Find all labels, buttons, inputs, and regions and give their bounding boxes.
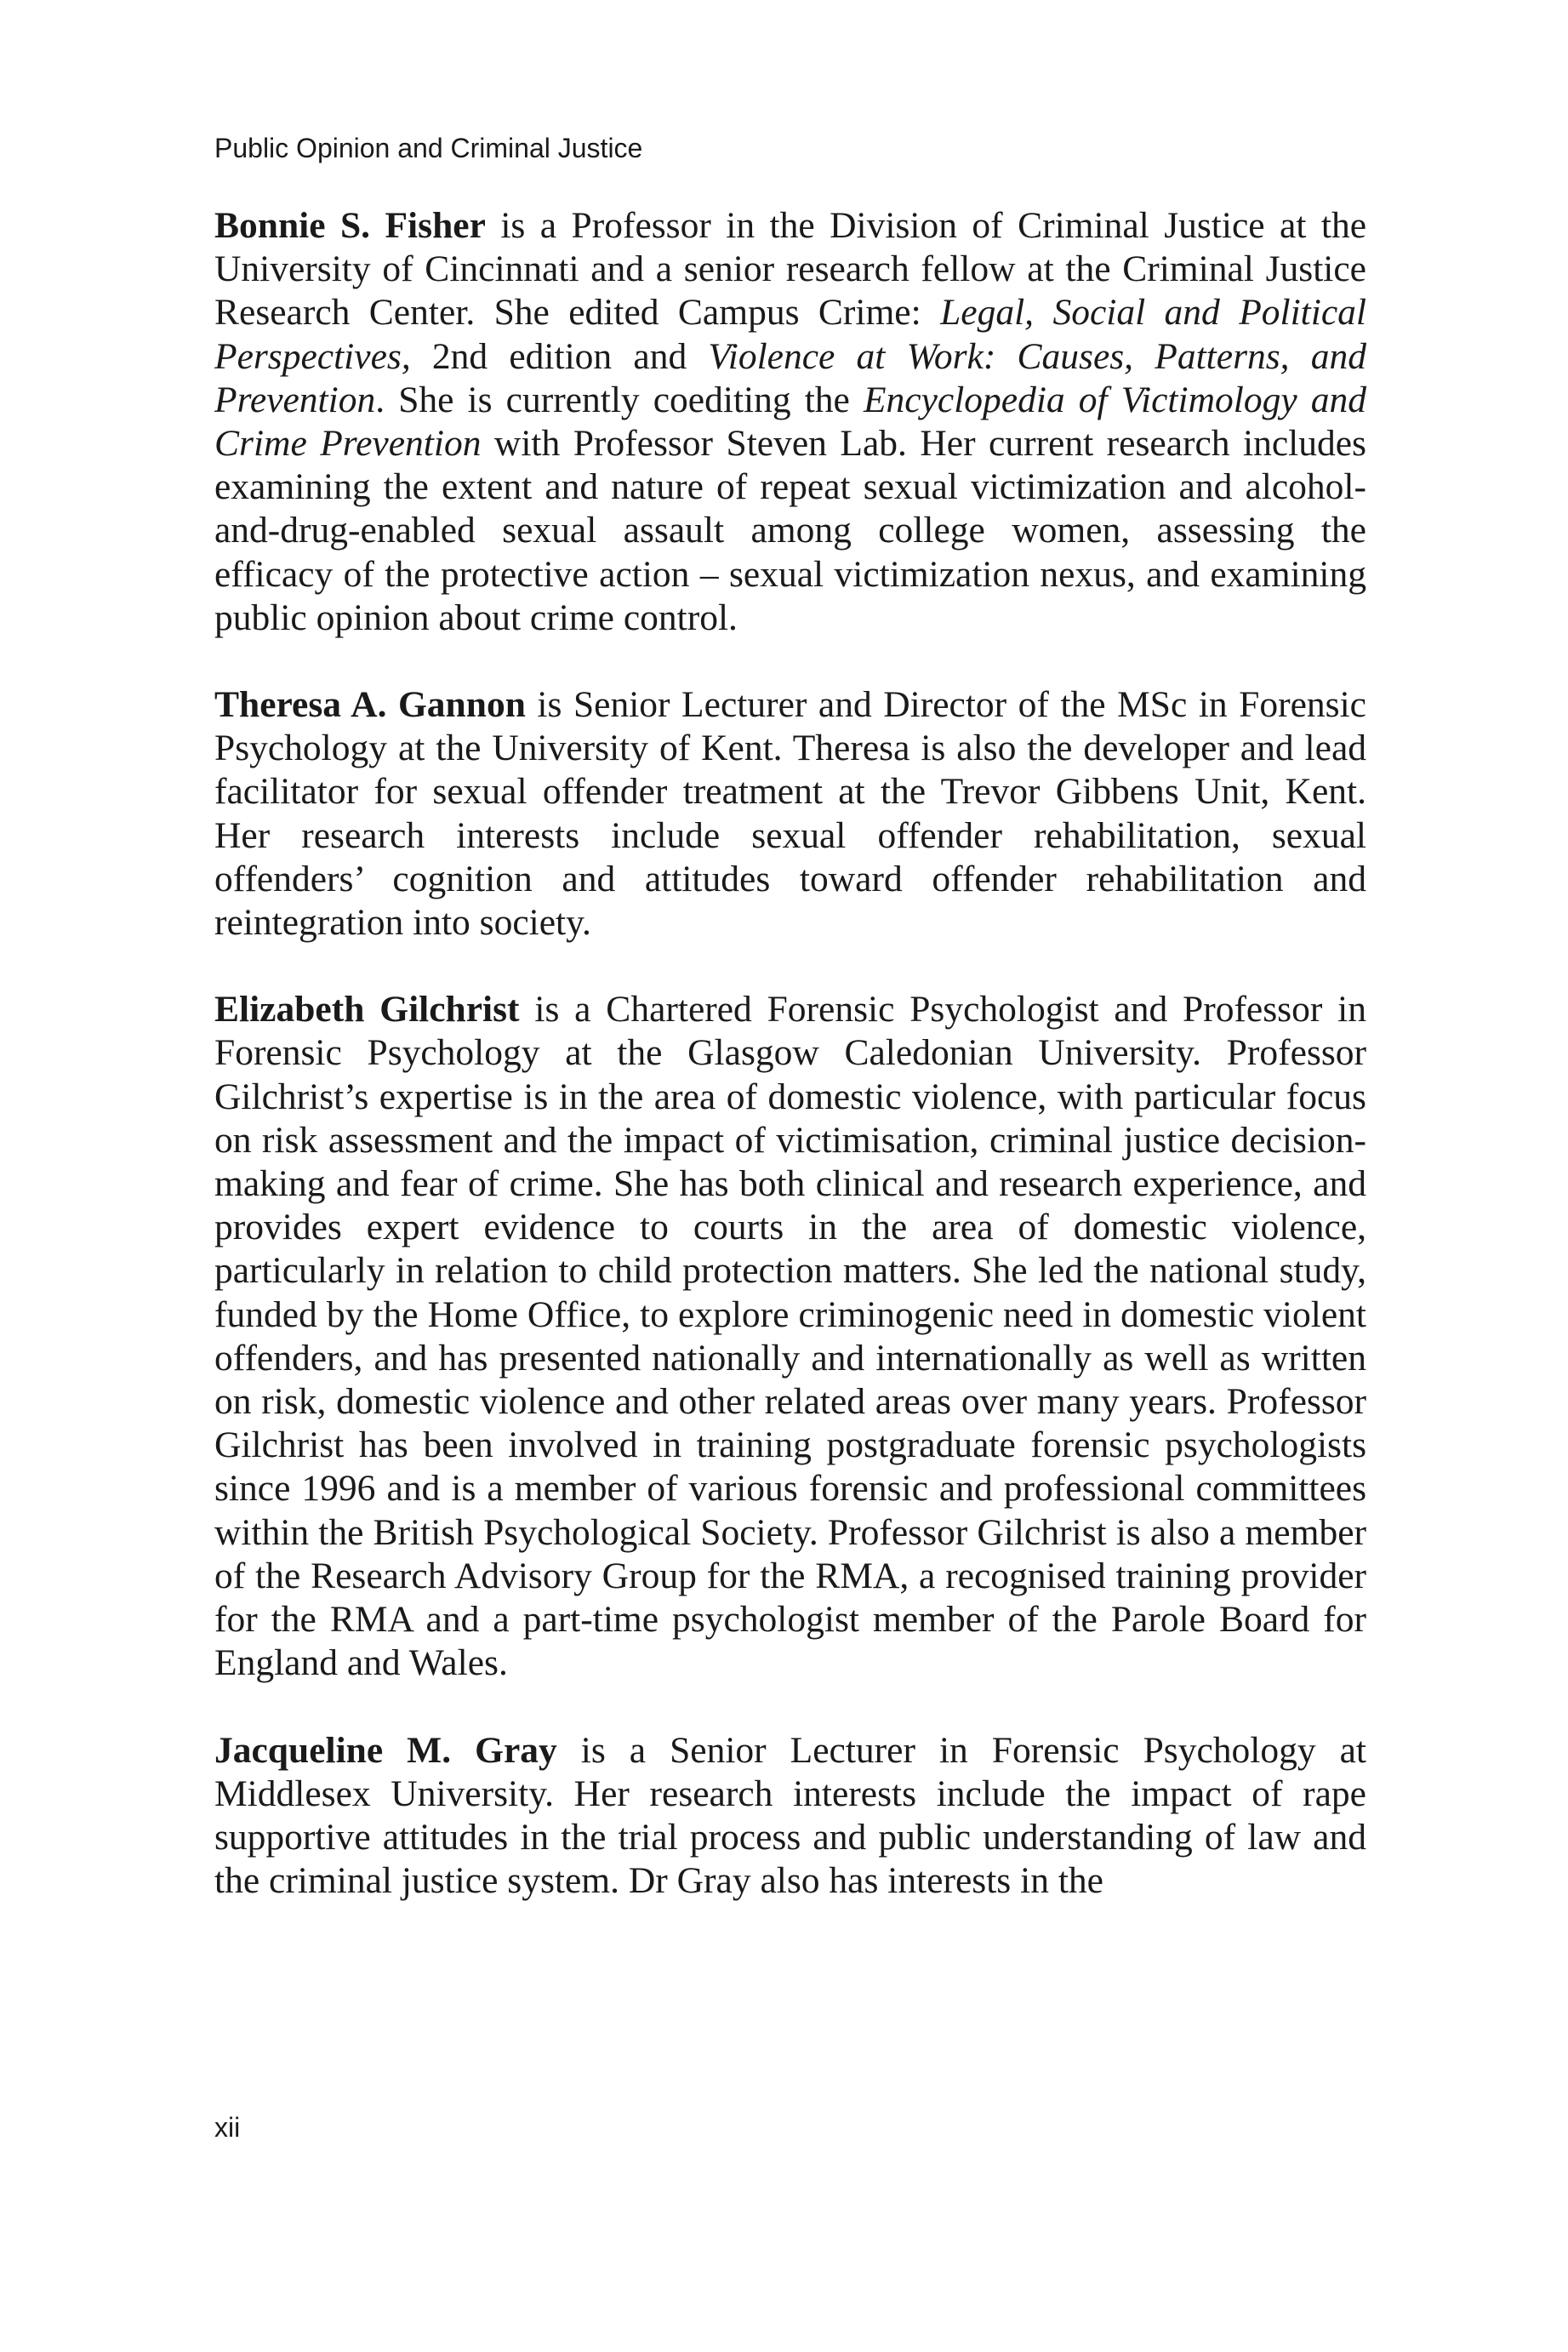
bio-text: with Professor Steven Lab. Her current research includes examining the extent and nature of repeat sexual victimization and alcohol-and-drug-enabled sexual assault among college women, assessing the efficacy of the protective action – sexual victimization nexus, and examining public opinion about crime control. xyxy=(214,423,1366,638)
bio-paragraph-gilchrist xyxy=(214,988,1366,1685)
bio-paragraph-gray xyxy=(214,1729,1366,1904)
bio-text: is a Professor in the Division of Criminal Justice at the University of Cincinnati and a senior research fellow at the Criminal Justice Research Center. She edited Campus Crime: xyxy=(214,205,1366,334)
book-title: Legal, Social and Political Perspectives, xyxy=(214,292,1366,377)
running-header: Public Opinion and Criminal Justice xyxy=(214,133,643,163)
bio-text: is a Chartered Forensic Psychologist and Professor in Forensic Psychology at the Glasgow Caledonian University. Professor Gilchrist’s expertise is in the area of domestic violence, with particular focus on risk assessment and the impact of victimisation, criminal justice decision-making and fear of crime. She has both clinical and research experience, and provides expert evidence to courts in the area of domestic violence, particularly in relation to child protection matters. She led the national study, funded by the Home Office, to explore criminogenic need in domestic violent offenders, and has presented nationally and internationally as well as written on risk, domestic violence and other related areas over many years. Professor Gilchrist has been involved in training postgraduate forensic psychologists since 1996 and is a member of various forensic and professional committees within the British Psychological Society. Professor Gilchrist is also a member of the Research Advisory Group for the RMA, a recognised training provider for the RMA and a part-time psychologist member of the Parole Board for England and Wales. xyxy=(214,989,1366,1684)
book-title: Encyclopedia of Victimology and Crime Prevention xyxy=(214,379,1366,465)
bio-text: 2nd edition and xyxy=(410,335,709,377)
bio-text: is Senior Lecturer and Director of the MSc in Forensic Psychology at the University of Kent. Theresa is also the developer and lead facilitator for sexual offender treatment at the Trevor Gibbens Unit, Kent. Her research interests include sexual offender rehabilitation, sexual offenders’ cognition and attitudes toward offender rehabilitation and reintegration into society. xyxy=(214,684,1366,944)
bio-text: is a Senior Lecturer in Forensic Psychology at Middlesex University. Her research interests include the impact of rape supportive attitudes in the trial process and public understanding of law and the criminal justice system. Dr Gray also has interests in the xyxy=(214,1729,1366,1902)
contributor-bios xyxy=(214,204,1366,1946)
contributor-name: Jacqueline M. Gray xyxy=(214,1729,557,1771)
contributor-name: Bonnie S. Fisher xyxy=(214,205,486,246)
contributor-name: Theresa A. Gannon xyxy=(214,684,526,726)
bio-text: . She is currently coediting the xyxy=(375,379,864,420)
page-number: xii xyxy=(214,2112,241,2143)
bio-paragraph-fisher xyxy=(214,204,1366,640)
bio-paragraph-gannon xyxy=(214,683,1366,945)
contributor-name: Elizabeth Gilchrist xyxy=(214,989,520,1030)
book-title: Violence at Work: Causes, Patterns, and Prevention xyxy=(214,335,1367,420)
